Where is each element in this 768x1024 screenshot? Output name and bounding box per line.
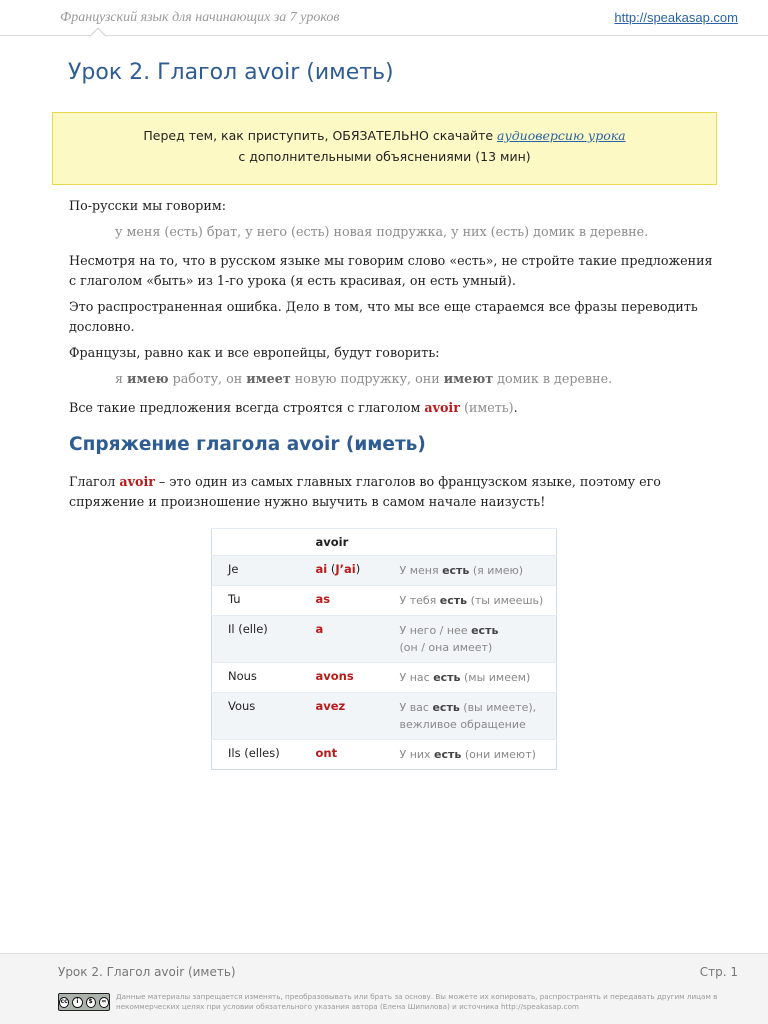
translation-text: У него / нее <box>399 624 472 637</box>
section-paragraph <box>69 472 709 512</box>
verb-form-cell: ont <box>315 746 338 760</box>
notice-line-2: с дополнительными объяснениями (13 мин) <box>238 149 531 164</box>
translation-text: (ты имеешь) <box>467 594 544 607</box>
translation-text: У меня <box>399 564 443 577</box>
table-row <box>212 556 557 586</box>
notice-text: Перед тем, как приступить, ОБЯЗАТЕЛЬНО скачайте <box>143 128 498 143</box>
translation-text: (я имею) <box>469 564 524 577</box>
paragraph-5 <box>69 398 719 418</box>
verb-form: ai <box>315 562 328 576</box>
section-text: – это один из самых главных глаголов во французском языке, поэтому его спряжение и произношение нужно выучить в самом начале наизусть! <box>69 474 661 509</box>
translation-cell <box>384 616 557 663</box>
license-text: Данные материалы запрещается изменять, преобразовывать или брать за основу. Вы можете их копировать, распространять и передавать другим лицам в некоммерческих целях при условии обязательного указания автора (Елена Шипилова) и источника http://speakasap.com <box>116 992 718 1011</box>
translation-bold: есть <box>471 624 499 637</box>
verb-form-cell: avez <box>315 699 346 713</box>
section-text: Глагол <box>69 474 120 489</box>
table-header-verb: avoir <box>300 529 557 556</box>
example-2-verb: имею <box>127 371 169 386</box>
audio-version-link[interactable]: аудиоверсию урока <box>497 128 626 143</box>
creative-commons-license-icon <box>58 993 110 1011</box>
page-header <box>0 0 768 40</box>
example-2-verb: имеет <box>246 371 291 386</box>
table-row <box>212 586 557 616</box>
nd-icon: = <box>99 997 109 1008</box>
translation-cell <box>384 663 557 693</box>
example-2 <box>69 369 719 389</box>
paragraph-5-text: Все такие предложения всегда строятся с глаголом <box>69 400 425 415</box>
example-1: у меня (есть) брат, у него (есть) новая подружка, у них (есть) домик в деревне. <box>115 224 649 239</box>
translation-text: (мы имеем) <box>460 671 531 684</box>
table-header-empty <box>212 529 300 556</box>
keyword-avoir: avoir <box>119 474 155 489</box>
translation-cell <box>384 556 557 586</box>
translation-bold: есть <box>432 701 460 714</box>
course-title: Французский язык для начинающих за 7 уроков <box>60 10 340 25</box>
translation-text-line-2: (он / она имеет) <box>399 641 493 654</box>
site-link[interactable]: http://speakasap.com <box>614 10 738 25</box>
table-row <box>212 616 557 663</box>
section-title: Спряжение глагола avoir (иметь) <box>69 434 426 455</box>
nc-icon: $ <box>86 997 96 1008</box>
paragraph-2: Несмотря на то, что в русском языке мы говорим слово «есть», не стройте такие предложения с глаголом «быть» из 1-го урока (я есть красивая, он есть умный). <box>69 253 713 288</box>
verb-form-cell: avons <box>315 669 354 683</box>
translation-text: У вас <box>399 701 433 714</box>
header-divider <box>0 35 768 36</box>
example-2-text: новую подружку, они <box>290 371 444 386</box>
paragraph-1: По-русски мы говорим: <box>69 198 226 213</box>
pronoun-cell: Nous <box>228 669 257 683</box>
translation-cell <box>384 693 557 740</box>
paragraph-5-end: . <box>513 400 518 415</box>
conjugation-table <box>211 528 557 770</box>
page-footer <box>0 953 768 1024</box>
translation-text: (они имеют) <box>461 748 536 761</box>
example-2-text: я <box>115 371 128 386</box>
translation-cell <box>384 740 557 770</box>
verb-form-contraction: J’ai <box>335 562 356 576</box>
translation-text: У нас <box>399 671 434 684</box>
translation-bold: есть <box>439 594 468 607</box>
translation-text: У них <box>399 748 435 761</box>
paragraph-3: Это распространенная ошибка. Дело в том, что мы все еще стараемся все фразы переводить дословно. <box>69 299 698 334</box>
translation-text: У тебя <box>399 594 440 607</box>
translation-cell <box>384 586 557 616</box>
keyword-gloss: (иметь) <box>459 400 514 415</box>
table-row <box>212 663 557 693</box>
keyword-avoir: avoir <box>424 400 460 415</box>
table-row <box>212 693 557 740</box>
pronoun-cell: Tu <box>228 592 241 606</box>
example-2-text: домик в деревне. <box>493 371 613 386</box>
cc-icon: cc <box>59 997 69 1008</box>
paragraph-4: Французы, равно как и все европейцы, будут говорить: <box>69 345 440 360</box>
example-2-verb: имеют <box>443 371 494 386</box>
verb-form-cell: as <box>315 592 331 606</box>
pronoun-cell: Je <box>228 562 239 576</box>
pronoun-cell: Vous <box>228 699 256 713</box>
lesson-title: Урок 2. Глагол avoir (иметь) <box>68 60 394 85</box>
verb-form-cell: ai (J’ai) <box>315 562 361 576</box>
lesson-body <box>69 196 719 424</box>
translation-bold: есть <box>433 671 461 684</box>
footer-lesson-title: Урок 2. Глагол avoir (иметь) <box>58 965 236 979</box>
notice-line-1 <box>53 125 716 146</box>
translation-bold: есть <box>442 564 470 577</box>
pronoun-cell: Il (elle) <box>228 622 268 636</box>
table-header-row <box>212 529 557 556</box>
translation-text: (вы имеете), <box>459 701 537 714</box>
header-notch <box>90 28 107 45</box>
pronoun-cell: Ils (elles) <box>228 746 280 760</box>
translation-text-line-2: вежливое обращение <box>399 718 526 731</box>
download-notice <box>52 112 717 185</box>
page-number: Стр. 1 <box>699 965 738 979</box>
table-row <box>212 740 557 770</box>
by-icon: i <box>72 997 82 1008</box>
example-2-text: работу, он <box>168 371 247 386</box>
verb-form-cell: a <box>315 622 324 636</box>
translation-bold: есть <box>434 748 462 761</box>
